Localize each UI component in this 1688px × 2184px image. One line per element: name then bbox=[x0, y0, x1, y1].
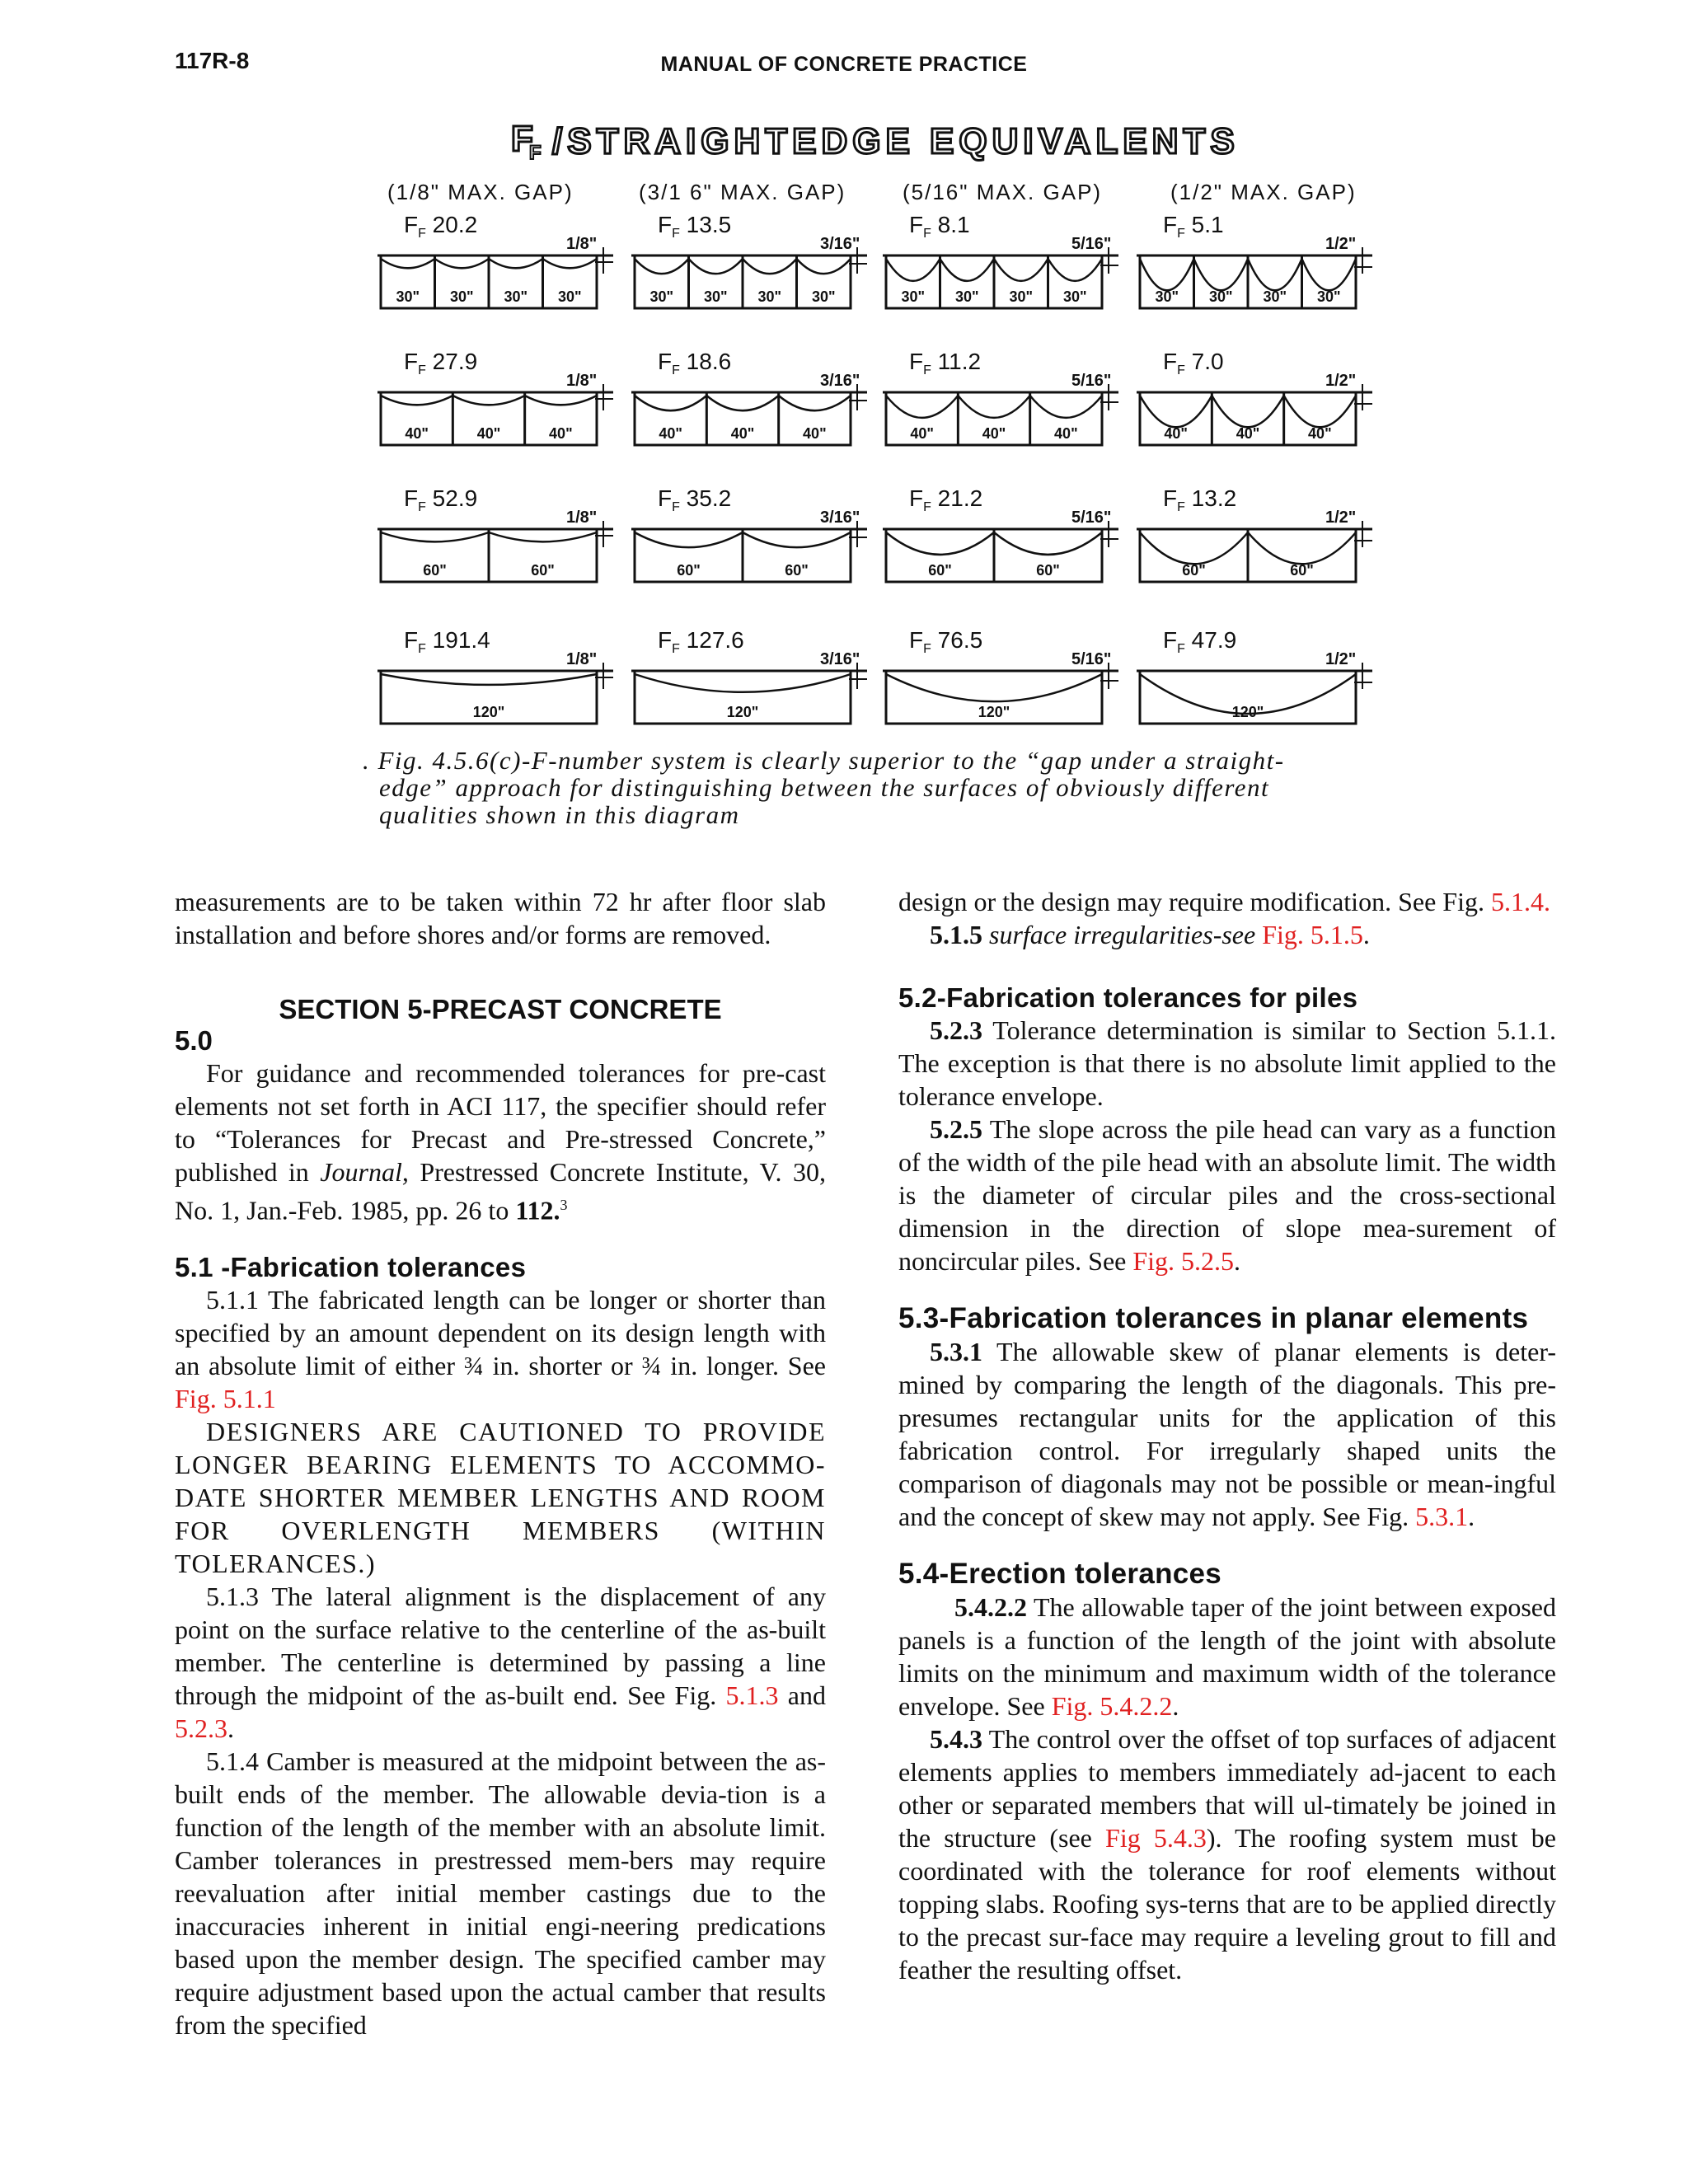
span-length-label: 60" bbox=[1182, 562, 1206, 579]
gap-mark-label: 5/16" bbox=[1071, 509, 1112, 527]
span-length-label: 120" bbox=[978, 704, 1010, 720]
ff-value-label: $F_F$ 18.6 bbox=[658, 349, 732, 377]
link-fig-5-2-3[interactable]: 5.2.3 bbox=[175, 1713, 227, 1743]
gap-mark-label: 3/16" bbox=[820, 509, 860, 527]
span-length-label: 60" bbox=[928, 562, 952, 579]
paragraph-5-2-3 bbox=[898, 1014, 1556, 1113]
p511-text: The fabricated length can be longer or shorter than specified by an amount dependent on its design length with an absolute limit of either ¾ in. shorter or ¾ in. longer. See bbox=[175, 1284, 826, 1380]
paragraph-5-4-2-2 bbox=[898, 1591, 1556, 1722]
surface-profile-curve bbox=[886, 674, 1102, 701]
span-length-label: 40" bbox=[1308, 425, 1332, 442]
p531-end: . bbox=[1468, 1502, 1475, 1531]
span-length-label: 30" bbox=[449, 288, 474, 305]
figure-caption bbox=[363, 747, 1376, 828]
paragraph-5-4-3 bbox=[898, 1722, 1556, 1986]
span-length-label: 120" bbox=[726, 704, 759, 720]
p523-text: Tolerance determination is similar to Section 5.1.1. The exception is that there is no absolute limit applied to the tolerance envelope. bbox=[898, 1015, 1556, 1111]
p531-number: 5.3.1 bbox=[930, 1337, 982, 1366]
ff-value-label: $F_F$ 127.6 bbox=[658, 627, 744, 656]
span-length-label: 30" bbox=[1062, 288, 1087, 305]
link-fig-5-1-1[interactable]: Fig. 5.1.1 bbox=[175, 1383, 276, 1413]
span-length-label: 40" bbox=[982, 425, 1006, 442]
p543-text: The control over the offset of top surfaces of adjacent elements applies to members immediately ad-jacent to each other or separated members that will ul-timately be joined in the structure (see bbox=[898, 1724, 1556, 1853]
ff-value-label: $F_F$ 13.5 bbox=[658, 212, 732, 241]
left-column bbox=[175, 885, 826, 2041]
p531-text: The allowable skew of planar elements is deter-mined by comparing the length of the diagonals. This pre-presumes rectangular units for the application of this fabrication control. For irregularly shaped units the comparison of diagonals may not be possible or mean-ingful and the concept of skew may not apply. See Fig. bbox=[898, 1337, 1556, 1531]
ff-value-label: $F_F$ 8.1 bbox=[909, 212, 970, 241]
span-length-label: 30" bbox=[396, 288, 420, 305]
link-fig-5-3-1[interactable]: 5.3.1 bbox=[1415, 1502, 1469, 1531]
surface-profile-curve bbox=[1140, 396, 1356, 427]
caption-line-2: edge” approach for distinguishing between the surfaces of obviously different bbox=[379, 773, 1270, 802]
gap-mark-label: 5/16" bbox=[1071, 372, 1112, 390]
page-number: 117R-8 bbox=[175, 48, 250, 73]
span-length-label: 30" bbox=[1263, 288, 1287, 305]
p525-end: . bbox=[1234, 1246, 1241, 1276]
span-length-label: 120" bbox=[1231, 704, 1264, 720]
link-fig-5-1-3[interactable]: 5.1.3 bbox=[725, 1680, 779, 1710]
span-length-label: 60" bbox=[677, 562, 701, 579]
heading-5-3: 5.3-Fabrication tolerances in planar elements bbox=[898, 1302, 1529, 1334]
paragraph-5-1-4: 5.1.4 Camber is measured at the midpoint between the as-built ends of the member. The allowable devia-tion is a function of the length of the member with an absolute limit. Camber tolerances in prestressed mem-bers may require reevaluation after initial member castings due to the inaccuracies inherent in initial engi-neering predications based upon the member design. The specified camber may require adjustment based upon the actual camber that results from the specified bbox=[175, 1746, 826, 2040]
span-length-label: 40" bbox=[730, 425, 755, 442]
ff-value-label: $F_F$ 7.0 bbox=[1163, 349, 1224, 377]
gap-mark-label: 1/2" bbox=[1325, 372, 1357, 390]
caption-line-3: qualities shown in this diagram bbox=[379, 800, 740, 829]
span-length-label: 30" bbox=[649, 288, 674, 305]
span-length-label: 120" bbox=[472, 704, 505, 720]
span-length-label: 30" bbox=[954, 288, 979, 305]
gap-mark-label: 1/2" bbox=[1325, 509, 1357, 527]
paragraph-5-2-5 bbox=[898, 1113, 1556, 1277]
gap-mark-label: 5/16" bbox=[1071, 650, 1112, 668]
span-length-label: 30" bbox=[901, 288, 926, 305]
span-length-label: 30" bbox=[757, 288, 782, 305]
p511-number: 5.1.1 bbox=[206, 1284, 259, 1315]
span-length-label: 40" bbox=[549, 425, 573, 442]
span-length-label: 30" bbox=[557, 288, 582, 305]
p50-text-a: For guidance and recommended tolerances for pre-cast elements not set forth in ACI 117, the specifier should refer to “Tolerances for Precast and Pre-stressed Concrete,” published in bbox=[175, 1058, 826, 1187]
gap-mark-label: 1/8" bbox=[566, 650, 598, 668]
paragraph-5-3-1 bbox=[898, 1335, 1556, 1533]
paragraph-5-0 bbox=[175, 1057, 826, 1227]
gap-mark-label: 5/16" bbox=[1071, 235, 1112, 253]
p513-and: and bbox=[778, 1680, 827, 1710]
span-length-label: 40" bbox=[1054, 425, 1078, 442]
paragraph-5-1-5 bbox=[898, 918, 1556, 951]
span-length-label: 30" bbox=[1155, 288, 1179, 305]
span-length-label: 40" bbox=[1164, 425, 1188, 442]
paragraph-5-1-1 bbox=[175, 1283, 826, 1415]
gap-mark-label: 1/2" bbox=[1325, 235, 1357, 253]
paragraph-5-1-3 bbox=[175, 1580, 826, 1745]
heading-5-4: 5.4-Erection tolerances bbox=[898, 1558, 1222, 1590]
running-title: MANUAL OF CONCRETE PRACTICE bbox=[660, 53, 1028, 76]
span-length-label: 40" bbox=[1236, 425, 1260, 442]
gap-mark-label: 3/16" bbox=[820, 372, 860, 390]
p515-text: surface irregularities-see bbox=[982, 920, 1263, 949]
p5422-end: . bbox=[1172, 1691, 1179, 1721]
ff-value-label: $F_F$ 21.2 bbox=[909, 485, 983, 514]
span-length-label: 60" bbox=[423, 562, 447, 579]
gap-mark-label: 1/2" bbox=[1325, 650, 1357, 668]
ff-value-label: $F_F$ 35.2 bbox=[658, 485, 732, 514]
p50-reference: 3 bbox=[560, 1197, 568, 1213]
ff-symbol-sub: F bbox=[529, 142, 542, 164]
gap-mark-label: 1/8" bbox=[566, 235, 598, 253]
span-length-label: 60" bbox=[785, 562, 809, 579]
ff-symbol-main: F bbox=[511, 119, 533, 159]
gap-mark-label: 1/8" bbox=[566, 372, 598, 390]
span-length-label: 60" bbox=[1290, 562, 1314, 579]
p513-text: 5.1.3 The lateral alignment is the displacement of any point on the surface relative to the centerline of the as-built member. The centerline is determined by passing a line through the midpoint of the as-built end. See Fig. bbox=[175, 1581, 826, 1710]
figure-heading-text: /STRAIGHTEDGE EQUIVALENTS bbox=[552, 121, 1240, 162]
gap-mark-label: 3/16" bbox=[820, 235, 860, 253]
p523-number: 5.2.3 bbox=[930, 1015, 982, 1045]
link-fig-5-4-3[interactable]: Fig 5.4.3 bbox=[1105, 1823, 1207, 1853]
link-fig-5-1-4[interactable]: 5.1.4. bbox=[1490, 887, 1550, 916]
caution-paragraph: DESIGNERS ARE CAUTIONED TO PROVIDE LONGER BEARING ELEMENTS TO ACCOMMO-DATE SHORTER MEMBER LENGTHS AND ROOM FOR OVERLENGTH MEMBERS (WITHIN TOLERANCES.) bbox=[175, 1416, 826, 1578]
heading-5-1: 5.1 -Fabrication tolerances bbox=[175, 1251, 527, 1282]
p50-page: 112. bbox=[515, 1195, 560, 1226]
span-length-label: 30" bbox=[811, 288, 836, 305]
ff-value-label: $F_F$ 27.9 bbox=[404, 349, 478, 377]
link-fig-5-1-5[interactable]: Fig. 5.1.5 bbox=[1262, 920, 1363, 949]
p5422-text: The allowable taper of the joint between exposed panels is a function of the length of the joint with absolute limits on the minimum and maximum width of the tolerance envelope. See bbox=[898, 1592, 1556, 1721]
ff-value-label: $F_F$ 47.9 bbox=[1163, 627, 1237, 656]
section-number: 5.0 bbox=[175, 1025, 213, 1056]
span-length-label: 30" bbox=[504, 288, 528, 305]
cont-text: design or the design may require modification. See Fig. bbox=[898, 887, 1491, 916]
intro-paragraph: measurements are to be taken within 72 hr after floor slab installation and before shores and/or forms are removed. bbox=[175, 887, 826, 949]
p543-text-2: ). The roofing system must be coordinated with the tolerance for roof elements without topping slabs. Roofing sys-terns that are to be applied directly to the precast sur-face may require a leveling grout to fill and feather the resulting offset. bbox=[898, 1823, 1557, 1985]
ff-value-label: $F_F$ 11.2 bbox=[909, 349, 982, 377]
caption-line-1: . Fig. 4.5.6(c)-F-number system is clearly superior to the “gap under a straight- bbox=[363, 746, 1285, 775]
gap-mark-label: 3/16" bbox=[820, 650, 860, 668]
surface-profile-curve bbox=[381, 674, 597, 685]
ff-value-label: $F_F$ 20.2 bbox=[404, 212, 478, 241]
p513-end: . bbox=[227, 1713, 234, 1743]
heading-5-2: 5.2-Fabrication tolerances for piles bbox=[898, 982, 1358, 1013]
span-length-label: 30" bbox=[1208, 288, 1233, 305]
span-length-label: 30" bbox=[703, 288, 728, 305]
span-length-label: 40" bbox=[803, 425, 827, 442]
span-length-label: 60" bbox=[531, 562, 555, 579]
ff-value-label: $F_F$ 5.1 bbox=[1163, 212, 1224, 241]
surface-profile-curve bbox=[381, 396, 597, 405]
p525-number: 5.2.5 bbox=[930, 1114, 982, 1144]
continued-paragraph bbox=[898, 885, 1556, 918]
surface-profile-curve bbox=[635, 396, 851, 410]
gap-label-1: (1/8" MAX. GAP) bbox=[387, 180, 574, 204]
span-length-label: 40" bbox=[476, 425, 501, 442]
ff-value-label: $F_F$ 52.9 bbox=[404, 485, 478, 514]
p5422-number: 5.4.2.2 bbox=[954, 1592, 1027, 1622]
right-column bbox=[898, 885, 1556, 1986]
section-title: SECTION 5-PRECAST CONCRETE bbox=[279, 994, 722, 1024]
span-length-label: 60" bbox=[1036, 562, 1060, 579]
ff-value-label: $F_F$ 76.5 bbox=[909, 627, 983, 656]
link-fig-5-4-2-2[interactable]: Fig. 5.4.2.2 bbox=[1051, 1691, 1173, 1721]
span-length-label: 40" bbox=[659, 425, 682, 442]
link-fig-5-2-5[interactable]: Fig. 5.2.5 bbox=[1132, 1246, 1235, 1276]
gap-label-2: (3/1 6" MAX. GAP) bbox=[639, 180, 846, 204]
surface-profile-curve bbox=[635, 674, 851, 692]
p525-text: The slope across the pile head can vary as a function of the width of the pile head with an absolute limit. The width is the diameter of circular piles and the cross-sectional dimension in the direction of slope mea-surement of noncircular piles. See bbox=[898, 1114, 1556, 1276]
p515-end: . bbox=[1362, 920, 1370, 949]
span-length-label: 40" bbox=[910, 425, 934, 442]
span-length-label: 30" bbox=[1316, 288, 1341, 305]
p50-journal: Journal, bbox=[320, 1157, 409, 1187]
p50-text-b: Prestressed Concrete Institute, V. 30, No. 1, Jan.-Feb. 1985, pp. 26 to bbox=[175, 1157, 827, 1226]
ff-value-label: $F_F$ 191.4 bbox=[404, 627, 490, 656]
p515-number: 5.1.5 bbox=[930, 920, 982, 949]
span-length-label: 40" bbox=[405, 425, 429, 442]
p543-number: 5.4.3 bbox=[930, 1724, 982, 1754]
span-length-label: 30" bbox=[1009, 288, 1034, 305]
surface-profile-curve bbox=[886, 396, 1102, 418]
gap-label-3: (5/16" MAX. GAP) bbox=[903, 180, 1103, 204]
ff-value-label: $F_F$ 13.2 bbox=[1163, 485, 1237, 514]
gap-label-4: (1/2" MAX. GAP) bbox=[1170, 180, 1357, 204]
gap-mark-label: 1/8" bbox=[566, 509, 598, 527]
